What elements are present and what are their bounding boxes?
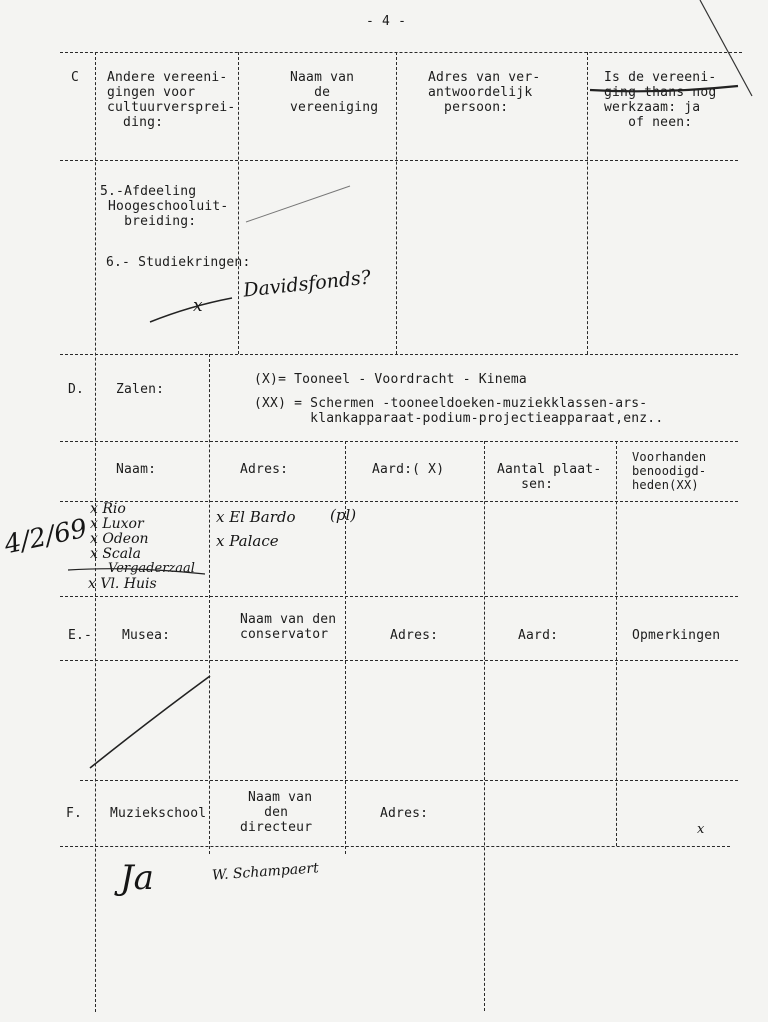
f-col-adres: Adres: [380, 806, 429, 821]
handwritten-cinema-2: x Luxor [90, 516, 144, 532]
e-dash-stroke [90, 676, 210, 768]
d-zalen-label: Zalen: [116, 382, 165, 397]
handwritten-cinema-5: Vergaderzaal [108, 561, 195, 576]
handwritten-mark-c: x [193, 296, 203, 316]
d-col-naam: Naam: [116, 462, 157, 477]
d-col-aard: Aard:( X) [372, 462, 445, 477]
handwritten-cinema-6: x Vl. Huis [88, 576, 157, 592]
c-row-5: 5.-Afdeeling Hoogeschooluit- breiding: [100, 184, 229, 229]
d-col-voorhanden: Voorhanden benoodigd- heden(XX) [632, 450, 707, 492]
d-col-adres: Adres: [240, 462, 289, 477]
handwritten-aard: (pl) [330, 506, 357, 524]
e-col-adres: Adres: [390, 628, 439, 643]
corner-fold [700, 0, 752, 96]
handwritten-director: W. Schampaert [211, 860, 320, 884]
e-col-conservator: Naam van den conservator [240, 612, 337, 642]
section-e-letter: E.- [68, 628, 93, 643]
e-col-musea: Musea: [122, 628, 171, 643]
handwritten-date: 4/2/69 [1, 513, 90, 561]
c-header-col4: Is de vereeni- ging thans nog werkzaam: ja of neen: [604, 70, 717, 130]
section-c-letter: C [71, 70, 80, 85]
c-header-col3: Adres van ver- antwoordelijk persoon: [428, 70, 541, 115]
e-col-aard: Aard: [518, 628, 559, 643]
c-row-6: 6.- Studiekringen: [106, 255, 251, 270]
d-legend-x: (X)= Tooneel - Voordracht - Kinema [254, 372, 527, 387]
d-col-aantal: Aantal plaat- sen: [497, 462, 602, 492]
e-col-opmerkingen: Opmerkingen [632, 628, 721, 643]
handwritten-cinema-3: x Odeon [90, 531, 149, 547]
c-stroke [150, 298, 232, 322]
f-col-muziekschool: Muziekschool [110, 806, 207, 821]
handwritten-ja: Ja [120, 858, 154, 898]
c-faint-stroke [246, 186, 350, 222]
handwritten-cinema-1: x Rio [90, 501, 126, 517]
c-header-col1: Andere vereeni- gingen voor cultuurversprei- ding: [107, 70, 236, 130]
handwritten-davidsfonds: Davidsfonds? [242, 266, 372, 302]
page-number: - 4 - [366, 14, 407, 29]
handwritten-address-1: x El Bardo [216, 508, 296, 526]
c-header-col2: Naam van de vereeniging [290, 70, 379, 115]
d-legend-xx: (XX) = Schermen -tooneeldoeken-muziekklassen-ars- klankapparaat-podium-projectieapparaat,enz.. [254, 396, 664, 426]
f-mark: x [697, 822, 705, 837]
f-col-directeur: Naam van den directeur [240, 790, 313, 835]
d-underline [68, 569, 205, 574]
section-f-letter: F. [66, 806, 83, 821]
handwritten-address-2: x Palace [216, 532, 279, 550]
section-d-letter: D. [68, 382, 85, 397]
strike-through [590, 86, 738, 91]
handwritten-cinema-4: x Scala [90, 546, 141, 562]
